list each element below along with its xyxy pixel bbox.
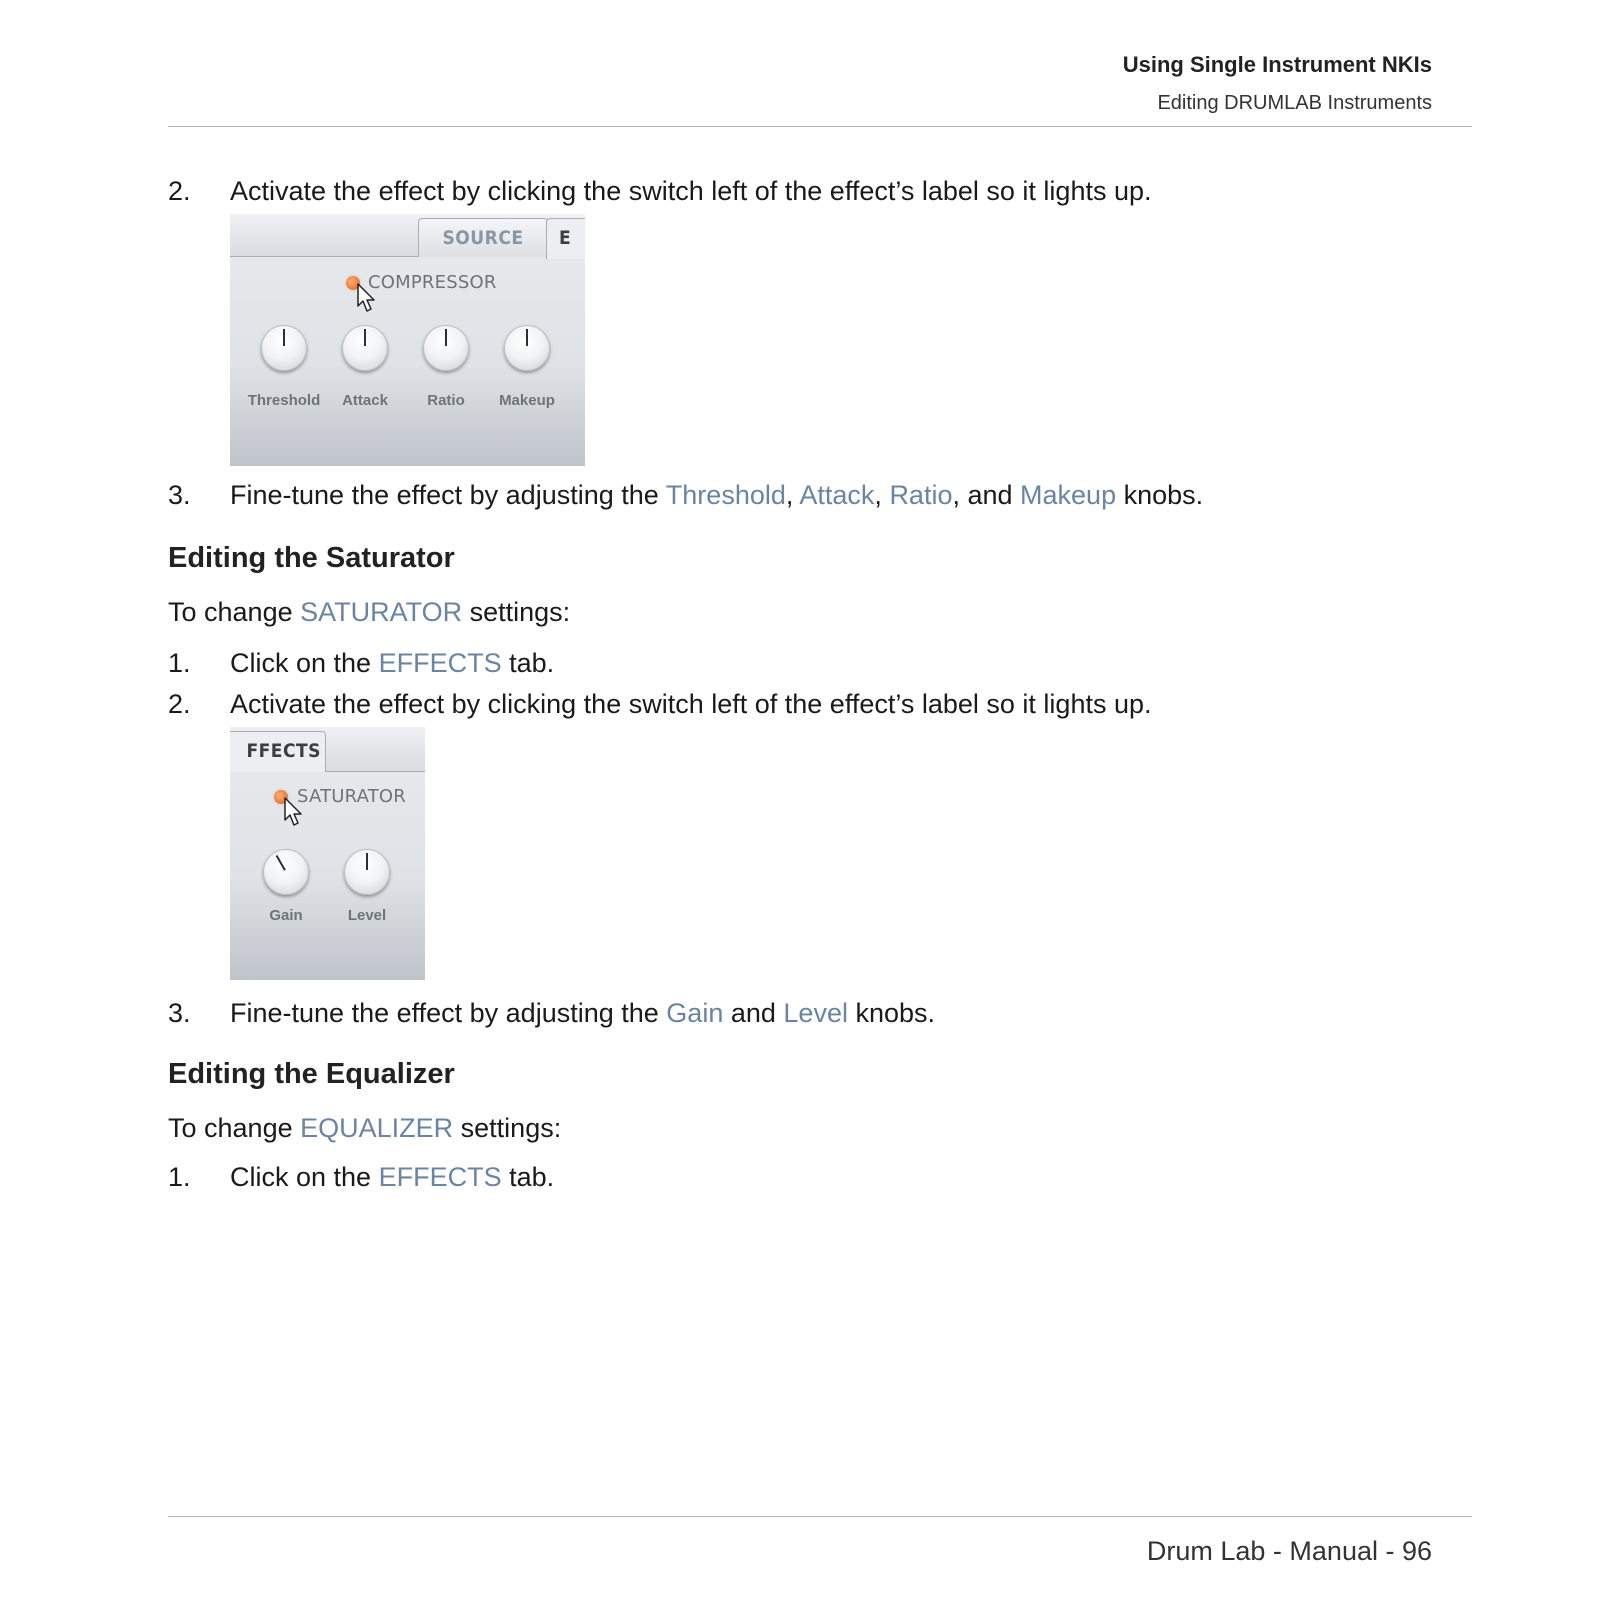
step-number: 3. — [168, 480, 191, 510]
step-number: 1. — [168, 1162, 191, 1192]
ratio-link[interactable]: Ratio — [889, 480, 953, 510]
saturator-step-1 — [168, 646, 554, 680]
intro-text-end: settings: — [462, 597, 571, 627]
step-number: 2. — [168, 689, 191, 719]
step-text: Activate the effect by clicking the switch left of the effect’s label so it lights up. — [230, 689, 1152, 719]
effects-link[interactable]: EFFECTS — [378, 1162, 502, 1192]
attack-knob-label: Attack — [342, 392, 388, 409]
saturator-screenshot — [230, 727, 425, 980]
step-text: Click on the — [230, 1162, 379, 1192]
makeup-knob[interactable] — [504, 325, 550, 371]
step-text-end: knobs. — [847, 998, 936, 1028]
header-divider — [168, 126, 1472, 127]
step-text: Click on the — [230, 648, 379, 678]
equalizer-intro — [168, 1111, 561, 1145]
intro-text-end: settings: — [453, 1113, 562, 1143]
intro-text: To change — [168, 597, 301, 627]
saturator-intro — [168, 595, 570, 629]
saturator-heading: Editing the Saturator — [168, 542, 455, 574]
saturator-label: SATURATOR — [297, 786, 407, 807]
gain-knob[interactable] — [263, 849, 309, 895]
ratio-knob[interactable] — [423, 325, 469, 371]
level-knob[interactable] — [344, 849, 390, 895]
step-text: Activate the effect by clicking the switch left of the effect’s label so it lights up. — [230, 176, 1152, 206]
tab-source[interactable]: SOURCE — [418, 218, 548, 257]
threshold-knob-label: Threshold — [247, 392, 321, 409]
gain-link[interactable]: Gain — [666, 998, 724, 1028]
makeup-link[interactable]: Makeup — [1020, 480, 1117, 510]
step-text-end: tab. — [501, 648, 555, 678]
equalizer-link[interactable]: EQUALIZER — [300, 1113, 454, 1143]
equalizer-step-1 — [168, 1160, 554, 1194]
tab-effects[interactable]: FFECTS — [230, 731, 326, 772]
threshold-link[interactable]: Threshold — [665, 480, 786, 510]
tab-effects[interactable]: E — [546, 218, 585, 259]
step-number: 1. — [168, 648, 191, 678]
compressor-label: COMPRESSOR — [368, 272, 497, 293]
step-text-end: tab. — [501, 1162, 555, 1192]
separator: , and — [952, 480, 1021, 510]
attack-knob[interactable] — [342, 325, 388, 371]
compressor-step-2 — [168, 174, 1152, 208]
level-link[interactable]: Level — [783, 998, 848, 1028]
threshold-knob[interactable] — [261, 325, 307, 371]
mouse-cursor-icon — [283, 796, 305, 828]
page-footer: Drum Lab - Manual - 96 — [1146, 1536, 1432, 1566]
gain-knob-label: Gain — [269, 907, 303, 924]
separator: , — [785, 480, 800, 510]
saturator-step-3 — [168, 996, 935, 1030]
step-number: 3. — [168, 998, 191, 1028]
level-knob-label: Level — [347, 907, 387, 924]
step-text-end: knobs. — [1116, 480, 1204, 510]
step-number: 2. — [168, 176, 191, 206]
attack-link[interactable]: Attack — [799, 480, 875, 510]
step-text: Fine-tune the effect by adjusting the — [230, 480, 666, 510]
saturator-link[interactable]: SATURATOR — [300, 597, 463, 627]
equalizer-heading: Editing the Equalizer — [168, 1058, 455, 1090]
separator: , — [874, 480, 890, 510]
ratio-knob-label: Ratio — [427, 392, 465, 409]
step-text: Fine-tune the effect by adjusting the — [230, 998, 667, 1028]
mouse-cursor-icon — [356, 282, 378, 314]
running-header-title: Using Single Instrument NKIs — [1122, 52, 1432, 77]
saturator-step-2 — [168, 687, 1152, 721]
makeup-knob-label: Makeup — [499, 392, 555, 409]
compressor-screenshot — [230, 214, 585, 466]
compressor-step-3 — [168, 478, 1203, 512]
footer-divider — [168, 1516, 1472, 1517]
separator: and — [723, 998, 784, 1028]
effects-link[interactable]: EFFECTS — [378, 648, 502, 678]
intro-text: To change — [168, 1113, 301, 1143]
running-header-subtitle: Editing DRUMLAB Instruments — [1157, 92, 1432, 114]
